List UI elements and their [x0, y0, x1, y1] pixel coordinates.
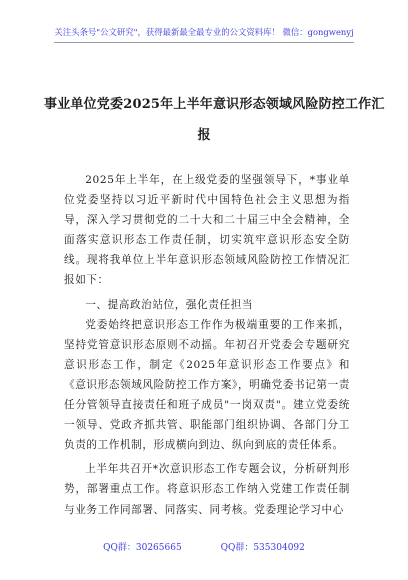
body-paragraph-2: 党委始终把意识形态工作作为极端重要的工作来抓，坚持党管意识形态原则不动摇。年初召开党委会专题研究意识形态工作，制定《2025年意识形态工作要点》和《意识形态领域风险防控工作方案》，明确党委书记第一责任分管领导直接责任和班子成员"一岗双责"。建立党委统一领导、党政齐抓共管、职能部门组织协调、各部门分工负责的工作机制，形成横向到边、纵向到底的责任体系。: [64, 318, 350, 452]
body-paragraph-3: 上半年共召开*次意识形态工作专题会议，分析研判形势，部署重点工作。将意识形态工作纳入党建工作责任制与业务工作同部署、同落实、同考核。党委理论学习中心: [64, 463, 350, 516]
document-title: 事业单位党委2025年上半年意识形态领域风险防控工作汇: [44, 97, 385, 112]
footer-qq-group-1: QQ群：30265665: [103, 543, 182, 553]
footer-qq-group-2: QQ群：535304092: [220, 543, 305, 553]
body-paragraph-intro: 2025年上半年，在上级党委的坚强领导下，*事业单位党委坚持以习近平新时代中国特色社会主义思想为指导，深入学习贯彻党的二十大和二十届三中全会精神，全面落实意识形态工作责任制，切实筑牢意识形态安全防线。现将我单位上半年意识形态领域风险防控工作情况汇报如下：: [64, 174, 350, 287]
document-title-continuation: 报: [197, 128, 211, 143]
section-heading-1: 一、提高政治站位，强化责任担当: [85, 298, 254, 311]
footer: [0, 540, 408, 553]
header-divider: [54, 42, 354, 43]
document-body: [64, 170, 350, 524]
header-note: 关注头条号"公文研究"，获得最新最全最专业的公文资料库！ 微信：gongwenyj: [54, 27, 354, 37]
